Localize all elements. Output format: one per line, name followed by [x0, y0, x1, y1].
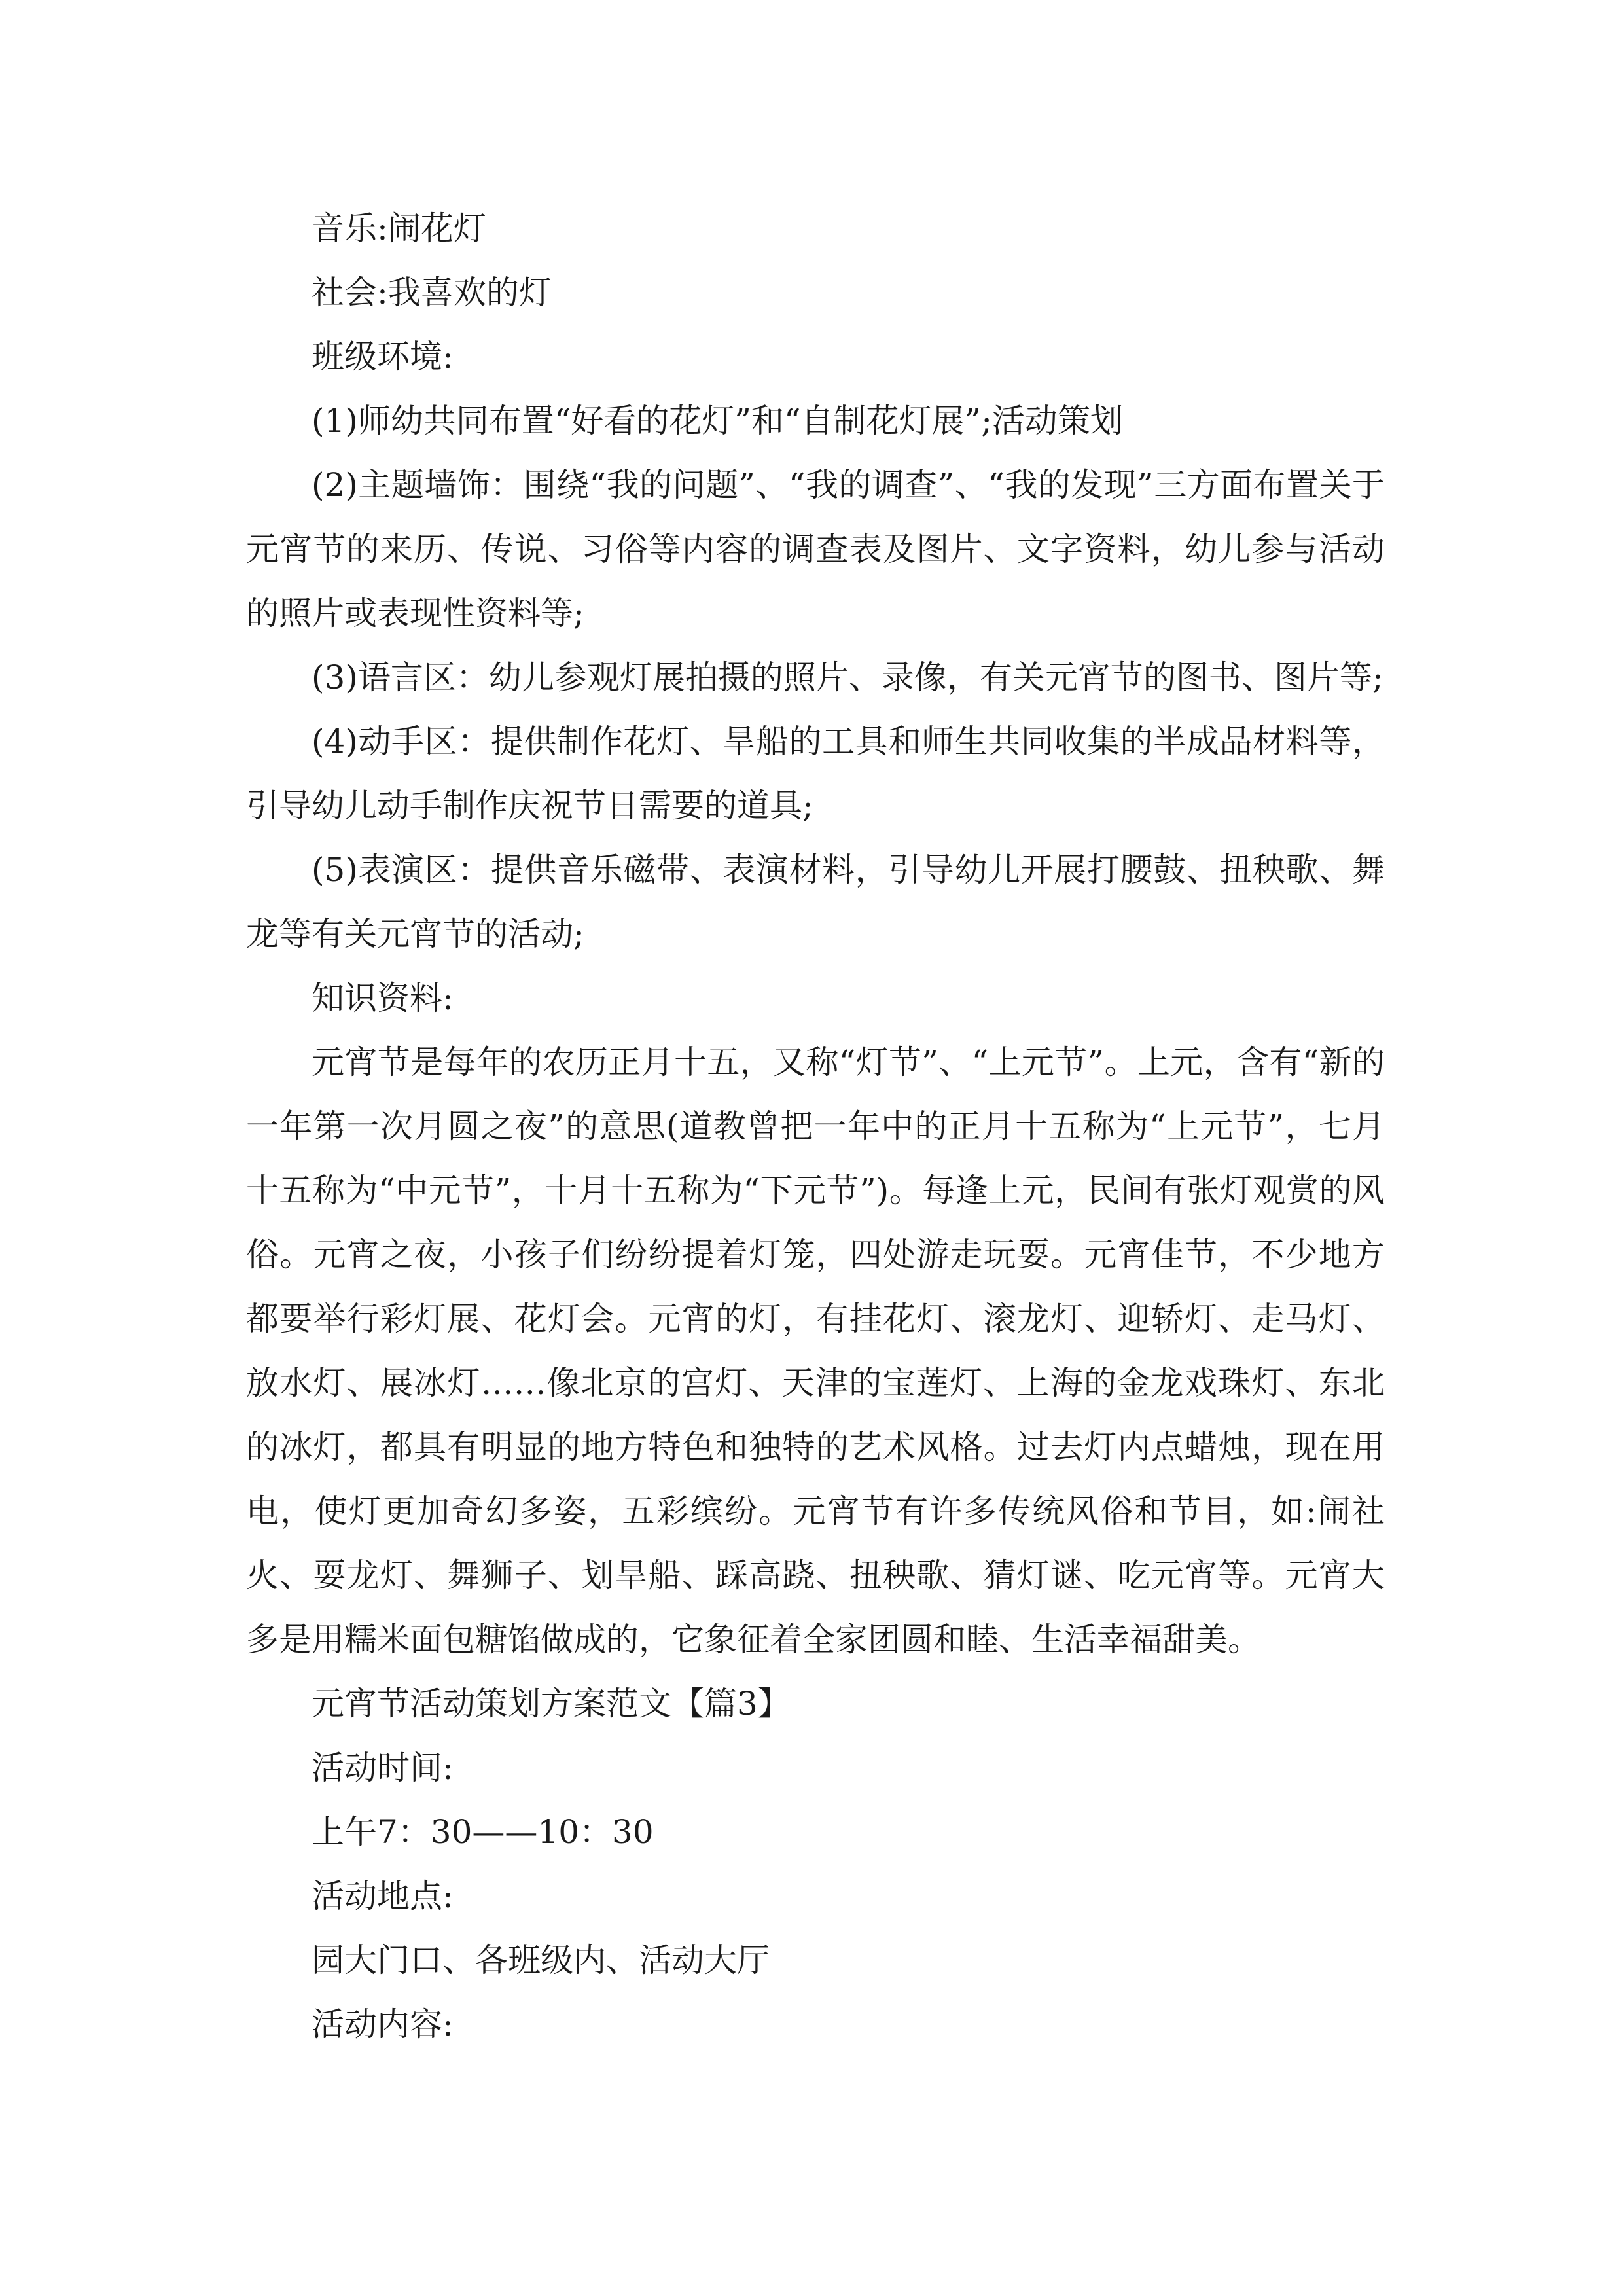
document-body: [246, 196, 1385, 2056]
section-heading-part-3: 元宵节活动策划方案范文【篇3】: [312, 1685, 791, 1723]
paragraph-class-environment: 班级环境:: [312, 338, 454, 376]
paragraph-item-5: (5)表演区：提供音乐磁带、表演材料，引导幼儿开展打腰鼓、扭秧歌、舞龙等有关元宵节的活动;: [246, 851, 1385, 953]
paragraph-society: 社会:我喜欢的灯: [312, 274, 552, 312]
paragraph-activity-time-label: 活动时间:: [312, 1749, 454, 1787]
paragraph-activity-time-value: 上午7：30——10：30: [312, 1813, 654, 1851]
paragraph-knowledge-heading: 知识资料:: [312, 979, 454, 1017]
paragraph-item-3: (3)语言区：幼儿参观灯展拍摄的照片、录像，有关元宵节的图书、图片等;: [312, 658, 1383, 696]
paragraph-music: 音乐:闹花灯: [312, 209, 486, 247]
paragraph-activity-location-label: 活动地点:: [312, 1877, 454, 1915]
paragraph-knowledge-text: 元宵节是每年的农历正月十五，又称“灯节”、“上元节”。上元，含有“新的一年第一次月圆之夜”的意思(道教曾把一年中的正月十五称为“上元节”，七月十五称为“中元节”，十月十五称为“下元节”)。每逢上元，民间有张灯观赏的风俗。元宵之夜，小孩子们纷纷提着灯笼，四处游走玩耍。元宵佳节，不少地方都要举行彩灯展、花灯会。元宵的灯，有挂花灯、滚龙灯、迎轿灯、走马灯、放水灯、展冰灯……像北京的宫灯、天津的宝莲灯、上海的金龙戏珠灯、东北的冰灯，都具有明显的地方特色和独特的艺术风格。过去灯内点蜡烛，现在用电，使灯更加奇幻多姿，五彩缤纷。元宵节有许多传统风俗和节目，如:闹社火、耍龙灯、舞狮子、划旱船、踩高跷、扭秧歌、猜灯谜、吃元宵等。元宵大多是用糯米面包糖馅做成的，它象征着全家团圆和睦、生活幸福甜美。: [246, 1043, 1385, 1659]
paragraph-activity-content-label: 活动内容:: [312, 2005, 454, 2043]
paragraph-item-2: (2)主题墙饰：围绕“我的问题”、“我的调查”、“我的发现”三方面布置关于元宵节的来历、传说、习俗等内容的调查表及图片、文字资料，幼儿参与活动的照片或表现性资料等;: [246, 466, 1385, 632]
paragraph-activity-location-value: 园大门口、各班级内、活动大厅: [312, 1941, 770, 1979]
paragraph-item-1: (1)师幼共同布置“好看的花灯”和“自制花灯展”;活动策划: [312, 402, 1123, 440]
paragraph-item-4: (4)动手区：提供制作花灯、旱船的工具和师生共同收集的半成品材料等，引导幼儿动手制作庆祝节日需要的道具;: [246, 723, 1385, 825]
